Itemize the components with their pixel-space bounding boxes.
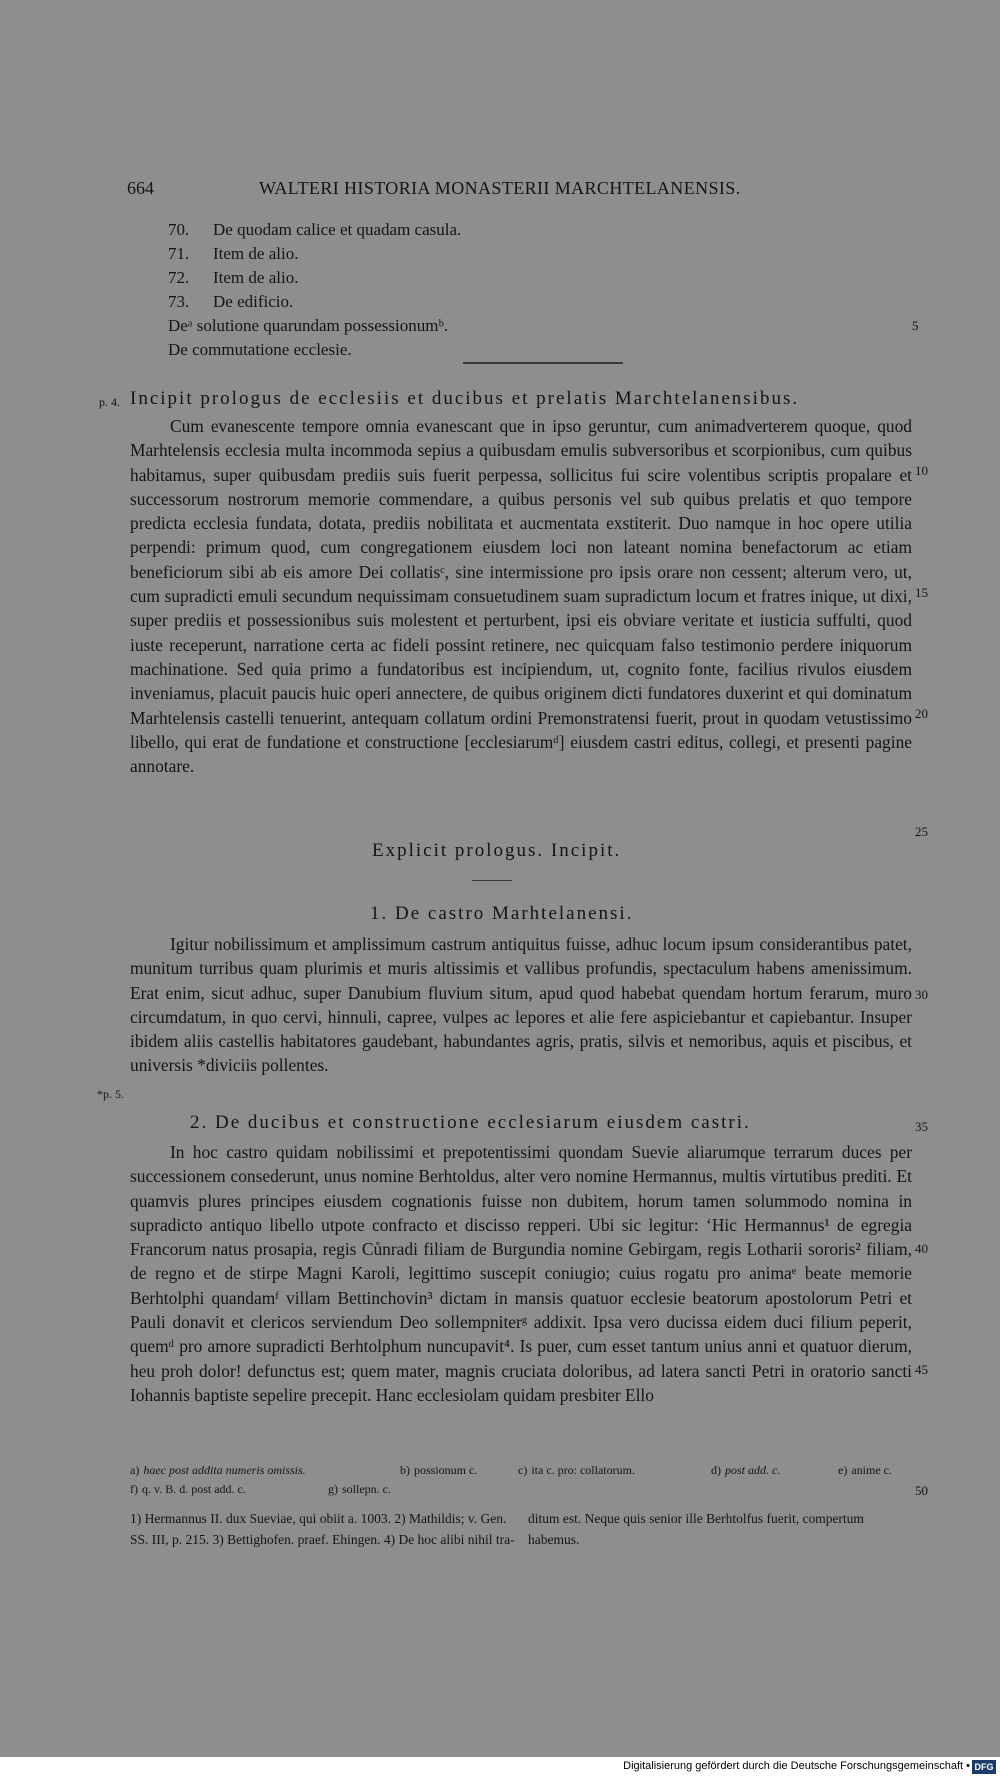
apparatus-note: a) haec post addita numeris omissis. <box>130 1463 306 1477</box>
line-number: 20 <box>915 706 928 721</box>
line-number: 35 <box>915 1119 928 1134</box>
line-number: 5 <box>912 318 919 333</box>
line-number: 15 <box>915 585 928 600</box>
digitization-footer <box>0 1757 1000 1778</box>
margin-page-ref: *p. 5. <box>97 1087 124 1101</box>
line-number: 40 <box>915 1241 928 1256</box>
table-of-contents <box>168 218 808 362</box>
line-number: 10 <box>915 463 928 478</box>
toc-item: 73. De edificio. <box>168 292 294 311</box>
prologue-heading: Incipit prologus de ecclesiis et ducibus et prelatis Marchtelanensibus. <box>130 388 800 409</box>
apparatus-note: c) ita c. pro: collatorum. <box>518 1463 635 1477</box>
page-number: 664 <box>127 178 154 198</box>
section-divider <box>463 362 623 364</box>
running-title: WALTERI HISTORIA MONASTERII MARCHTELANENSIS. <box>259 178 741 198</box>
line-number: 25 <box>915 824 928 839</box>
dfg-logo-icon: DFG <box>972 1760 996 1774</box>
apparatus-note: g) sollepn. c. <box>328 1482 391 1496</box>
toc-item: 70. De quodam calice et quadam casula. <box>168 220 462 239</box>
margin-page-ref: p. 4. <box>99 395 120 409</box>
footnotes-left: 1) Hermannus II. dux Sueviae, qui obiit a. 1003. 2) Mathildis; v. Gen. SS. III, p. 215. 3) Bettighofen. praef. Ehingen. 4) De hoc alibi nihil tra- <box>130 1511 515 1547</box>
prologue-text: Cum evanescente tempore omnia evanescant que in ipso geruntur, cum animadverterem quoque, quod Marhtelensis ecclesia multa incommoda sepius a quibusdam emulis subversoribus et scorpionibus, cum quibus habitamus, super quibusdam prediis suis fuerit perpessa, sollicitus fui scire volentibus scriptis propalare et successorum nostrorum memorie commendare, a quibus personis vel sub quibus prelatis et quo tempore predicta ecclesia fundata, dotata, prediis nobilitata et aucmentata exstiterit. Duo namque in hoc opere utilia perpendi: primum quod, cum congregationem eiusdem loci non lateant nomina benefactorum ac etiam beneficiorum sibi ab eis amore Dei collatisᶜ, sine intermissione pro ipsis orare non cessent; alterum vero, ut, cum supradicti emuli secundum nequissimam consuetudinem suam supradictum locum et fratres inique, ut dixi, super prediis et possessionibus suis molestent et perturbent, ipsi eis obviare veritate et iusticia suffulti, quod iuste receperunt, narratione certa ac fideli possint retinere, nec quicquam falso testimonio perdere iniquorum machinatione. Sed quia primo a fundatoribus est incipiendum, ut, cognito fonte, facilius rivulos eiusdem inveniamus, placuit paucis huic operi annectere, de quibus originem dicti fundatores duxerint et qui dominatum Marhtelensis castelli tenuerint, antequam collatum ordini Premonstratensi fuerit, prout in quodam vetustissimo libello, qui erat de fundatione et constructione [ecclesiarumᵈ] eiusdem castri editus, collegi, et presenti pagine annotare. <box>130 416 912 777</box>
chapter-1-text: Igitur nobilissimum et amplissimum castrum antiquitus fuisse, adhuc locum ipsum considerantibus patet, munitum turribus quam plurimis et muris altissimis et vallibus profundis, spectaculum habens amenissimum. Erat enim, sicut adhuc, super Danubium fluvium situm, apud quod habebat quendam hortum ferarum, muro circumdatum, in quo cervi, hinnuli, capree, vulpes ac lepores et alie fere aspiciebantur et capiebantur. Insuper ibidem aliis castellis habitatores gaudebant, habundantes agris, pratis, silvis et nemoribus, aquis et piscibus, et universis *diviciis pollentes. <box>130 934 912 1076</box>
toc-item: De commutatione ecclesie. <box>168 340 352 359</box>
apparatus-note: b) possionum c. <box>400 1463 478 1477</box>
page-header <box>127 178 927 202</box>
toc-item: Deᵃ solutione quarundam possessionumᵇ. <box>168 316 448 335</box>
footnotes-right: ditum est. Neque quis senior ille Berhtolfus fuerit, compertum habemus. <box>528 1511 864 1547</box>
small-divider <box>472 880 512 881</box>
footer-credit: Digitalisierung gefördert durch die Deutsche Forschungsgemeinschaft • <box>623 1760 970 1772</box>
toc-item: 71. Item de alio. <box>168 244 299 263</box>
line-number: 30 <box>915 987 928 1002</box>
line-number: 50 <box>915 1483 928 1498</box>
explicit-heading: Explicit prologus. Incipit. <box>372 840 622 861</box>
chapter-2-text: In hoc castro quidam nobilissimi et prepotentissimi quondam Suevie aliarumque terrarum duces per successionem consederunt, unus nomine Berhtoldus, alter vero nomine Hermannus, multis virtutibus prediti. Et quamvis plures principes eiusdem cognationis fuisse non dubitem, horum tamen solummodo nomina in supradicto antiquo libello utpote confracto et discisso repperi. Ubi sic legitur: ‘Hic Hermannus¹ de egregia Francorum natus prosapia, regis Cůnradi filiam de Burgundia nomine Gebirgam, regis Lotharii sororis² filiam, de regno et de stirpe Magni Karoli, legittimo suscepit coniugio; cuius rogatu pro animaᵉ beate memorie Berhtolphi quandamᶠ villam Bettinchovin³ dictam in mansis quatuor ecclesie beatorum apostolorum Petri et Pauli donavit et clericos serviendum Deo sollempniterᵍ addixit. Ipsa vero ducissa eidem duci filium peperit, quemᵈ pro amore supradicti Berhtolphum nuncupavit⁴. Is puer, cum esset tantum unius anni et quatuor dierum, heu proh dolor! defunctus est; quem mater, magnis cruciata doloribus, ad latera sancti Petri in oratorio sancti Iohannis baptiste sepelire precepit. Hanc ecclesiolam quidam presbiter Ello <box>130 1142 912 1405</box>
line-number: 45 <box>915 1362 928 1377</box>
toc-item: 72. Item de alio. <box>168 268 299 287</box>
apparatus-note: f) q. v. B. d. post add. c. <box>130 1482 246 1496</box>
apparatus-note: e) anime c. <box>838 1463 892 1477</box>
apparatus-note: d) post add. c. <box>711 1463 781 1477</box>
chapter-1-heading: 1. De castro Marhtelanensi. <box>370 903 634 924</box>
chapter-2-heading: 2. De ducibus et constructione ecclesiarum eiusdem castri. <box>190 1112 751 1133</box>
